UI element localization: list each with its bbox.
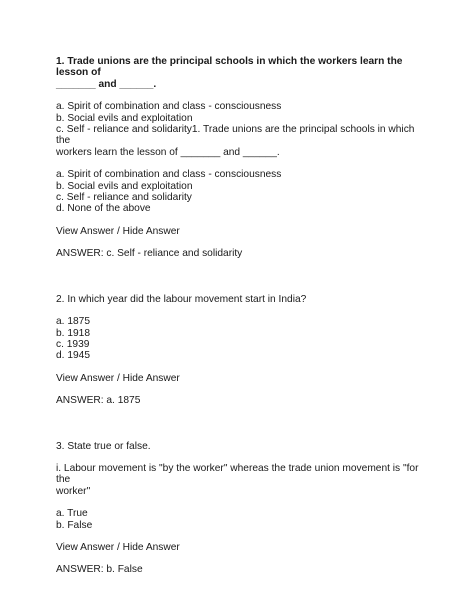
question-3-title: 3. State true or false. [56, 440, 151, 452]
question-1-title-line-2: _______ and ______. [56, 78, 157, 90]
question-1-repeat-option-c: c. Self - reliance and solidarity [56, 192, 192, 204]
question-2-view-answer-link[interactable]: View Answer / Hide Answer [56, 372, 180, 384]
question-1-view-answer-link[interactable]: View Answer / Hide Answer [56, 225, 180, 237]
document-page [56, 56, 428, 576]
question-3-option-b: b. False [56, 519, 93, 531]
question-1 [56, 56, 428, 260]
question-1-title-line-1: 1. Trade unions are the principal schools in which the workers learn the lesson of [56, 56, 406, 79]
question-2-option-a: a. 1875 [56, 316, 90, 328]
question-1-repeat-option-b: b. Social evils and exploitation [56, 180, 193, 192]
question-1-option-a: a. Spirit of combination and class - consciousness [56, 101, 282, 113]
question-2-option-c: c. 1939 [56, 338, 90, 350]
question-2 [56, 294, 428, 407]
question-1-option-b: b. Social evils and exploitation [56, 112, 193, 124]
question-2-answer: ANSWER: a. 1875 [56, 395, 141, 407]
question-3-answer: ANSWER: b. False [56, 564, 143, 576]
question-2-option-b: b. 1918 [56, 327, 90, 339]
question-1-answer: ANSWER: c. Self - reliance and solidarity [56, 248, 243, 260]
question-3-statement-line-1: i. Labour movement is "by the worker" whereas the trade union movement is "for the [56, 462, 422, 486]
question-2-title: 2. In which year did the labour movement start in India? [56, 293, 307, 305]
question-1-repeat-option-a: a. Spirit of combination and class - consciousness [56, 169, 282, 181]
question-1-option-c: c. Self - reliance and solidarity1. Trade unions are the principal schools in which the [56, 124, 418, 147]
question-3-option-a: a. True [56, 508, 88, 520]
question-3 [56, 441, 428, 576]
question-3-view-answer-link[interactable]: View Answer / Hide Answer [56, 541, 180, 553]
question-1-repeat-option-d: d. None of the above [56, 203, 151, 215]
question-2-option-d: d. 1945 [56, 350, 90, 362]
question-3-statement-line-2: worker" [56, 485, 91, 497]
question-1-repeat-line: workers learn the lesson of _______ and ______. [56, 146, 280, 158]
